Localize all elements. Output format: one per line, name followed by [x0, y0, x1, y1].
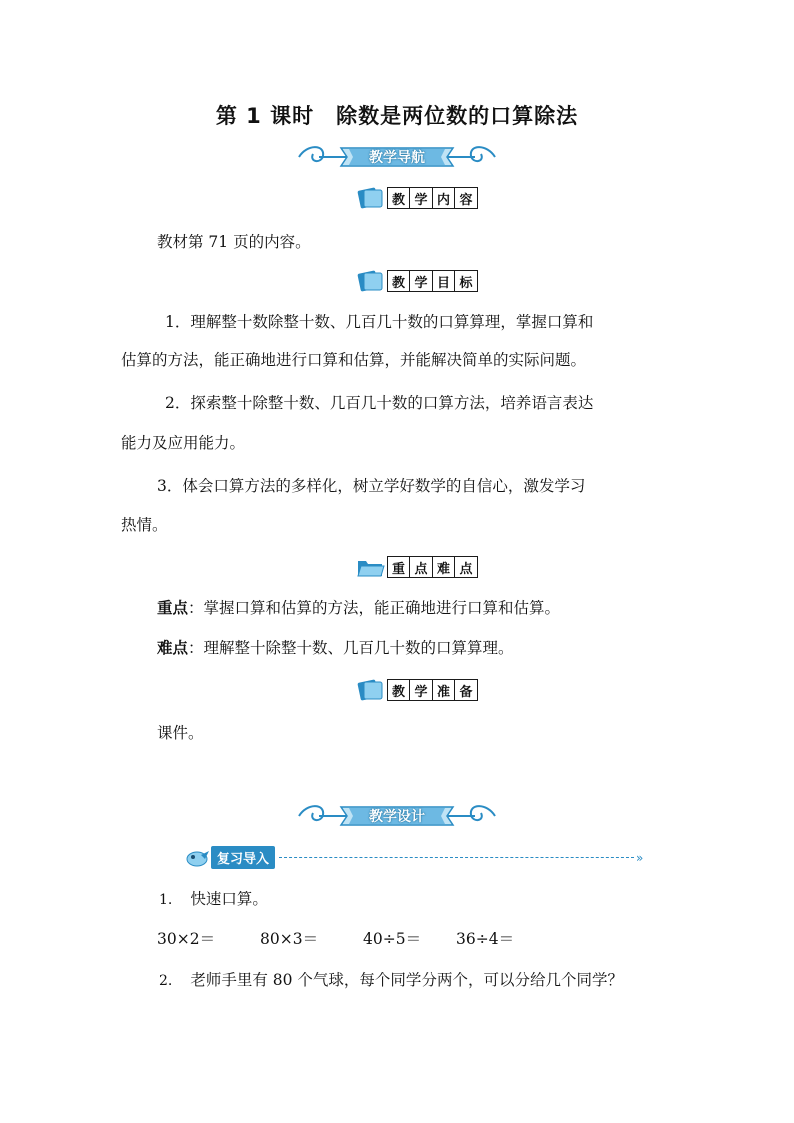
heading-char: 难: [432, 556, 456, 578]
section-banner-design: [0, 801, 794, 831]
review-tag-divider: [279, 857, 634, 858]
banner-text-guide: 教学导航: [369, 150, 425, 166]
review-tag-label: 复习导入: [211, 846, 275, 869]
heading-char: 重: [387, 556, 411, 578]
expr-2: 80×3＝: [260, 930, 319, 948]
expr-4: 36÷4＝: [456, 930, 515, 948]
heading-char: 点: [454, 556, 478, 578]
book-icon: [356, 186, 386, 210]
double-arrow-icon: »: [636, 850, 644, 865]
goal-1-line-2: 估算的方法，能正确地进行口算和估算，并能解决简单的实际问题。: [121, 351, 587, 369]
bird-icon: [183, 847, 211, 869]
heading-char: 点: [409, 556, 433, 578]
goal-3-line-2: 热情。: [121, 516, 168, 534]
heading-keypoints: [356, 555, 478, 579]
heading-char: 容: [454, 187, 478, 209]
prep-text: 课件。: [157, 724, 204, 742]
book-icon: [356, 269, 386, 293]
heading-char: 教: [387, 679, 411, 701]
question-1-number: 1.: [159, 892, 173, 908]
difficulty-text: ：理解整十除整十数、几百几十数的口算算理。: [188, 639, 514, 657]
heading-char: 教: [387, 270, 411, 292]
heading-char: 学: [409, 187, 433, 209]
banner-text-design: 教学设计: [369, 809, 425, 825]
heading-teaching-goals: [356, 269, 478, 293]
key-point-label: 重点: [157, 599, 189, 617]
heading-teaching-content: [356, 186, 478, 210]
heading-char: 学: [409, 679, 433, 701]
heading-char: 标: [454, 270, 478, 292]
section-banner-guide: [0, 142, 794, 172]
goal-2-line-1: 2．探索整十除整十数、几百几十数的口算方法，培养语言表达: [165, 394, 594, 412]
expr-3: 40÷5＝: [363, 930, 422, 948]
book-icon: [356, 678, 386, 702]
heading-char: 目: [432, 270, 456, 292]
difficulty-line: [157, 638, 514, 658]
goal-2-line-2: 能力及应用能力。: [121, 434, 246, 452]
review-tag: [183, 846, 643, 869]
difficulty-label: 难点: [157, 639, 189, 657]
expr-1: 30×2＝: [157, 930, 216, 948]
heading-char: 教: [387, 187, 411, 209]
heading-char: 内: [432, 187, 456, 209]
question-1-text: 快速口算。: [190, 890, 268, 908]
heading-char: 备: [454, 679, 478, 701]
heading-preparation: [356, 678, 478, 702]
key-point-line: [157, 598, 560, 618]
content-text: 教材第 71 页的内容。: [157, 233, 311, 251]
folder-icon: [356, 555, 386, 579]
question-2: [159, 970, 623, 991]
key-point-text: ：掌握口算和估算的方法，能正确地进行口算和估算。: [188, 599, 561, 617]
question-2-text: 老师手里有 80 个气球，每个同学分两个，可以分给几个同学？: [190, 971, 623, 989]
question-1: [159, 889, 268, 910]
heading-char: 准: [432, 679, 456, 701]
goal-3-line-1: 3．体会口算方法的多样化，树立学好数学的自信心，激发学习: [157, 477, 586, 495]
question-2-number: 2.: [159, 973, 173, 989]
page-title: 第 1 课时 除数是两位数的口算除法: [215, 104, 579, 128]
goal-1-line-1: 1．理解整十数除整十数、几百几十数的口算算理，掌握口算和: [165, 313, 594, 331]
heading-char: 学: [409, 270, 433, 292]
